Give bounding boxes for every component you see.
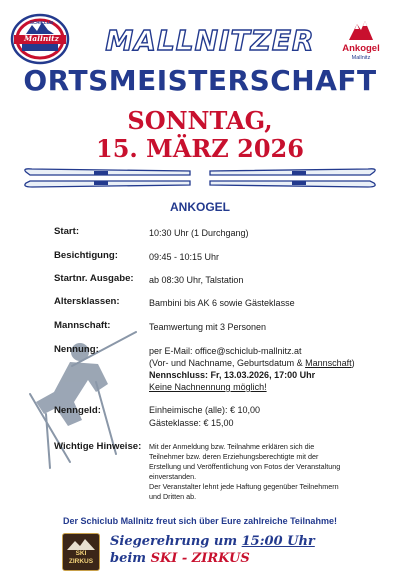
nenngeld-label: Nenngeld: xyxy=(54,405,101,416)
ankogel-brand: Ankogel xyxy=(342,43,380,54)
hinweise-label: Wichtige Hinweise: xyxy=(54,441,142,452)
altersklassen-label: Altersklassen: xyxy=(54,296,120,307)
startnr-value: ab 08:30 Uhr, Talstation xyxy=(149,275,244,285)
start-label: Start: xyxy=(54,226,80,237)
nennung-details xyxy=(149,358,355,370)
nennschluss: Nennschluss: Fr, 13.03.2026, 17:00 Uhr xyxy=(149,370,316,380)
besichtigung-label: Besichtigung: xyxy=(54,250,118,261)
ankogel-logo xyxy=(336,18,386,64)
nenngeld-gaeste: Gästeklasse: € 15,00 xyxy=(149,418,234,428)
title-line-2: ORTSMEISTERSCHAFT xyxy=(23,64,377,97)
club-logo-sub: Mallnitz xyxy=(24,34,59,43)
nenngeld-einheimische: Einheimische (alle): € 10,00 xyxy=(149,405,261,415)
hinweise-line: einverstanden. xyxy=(149,472,197,481)
nennung-label: Nennung: xyxy=(54,344,99,355)
hinweise-line: Erstellung und Veröffentlichung von Fotos der Veranstaltung xyxy=(149,462,341,471)
nennung-details-post: ) xyxy=(351,358,355,368)
keine-nachnennung: Keine Nachnennung möglich! xyxy=(149,382,267,392)
start-value: 10:30 Uhr (1 Durchgang) xyxy=(149,228,249,238)
badge-line-2: ZIRKUS xyxy=(68,558,94,565)
hinweise-line: und Dritten ab. xyxy=(149,492,197,501)
nennung-details-mannschaft: Mannschaft xyxy=(305,358,352,368)
club-logo xyxy=(10,13,70,65)
hinweise-text xyxy=(149,442,389,502)
mannschaft-value: Teamwertung mit 3 Personen xyxy=(149,322,267,332)
title-line-1: MALLNITZER xyxy=(105,24,315,57)
ankogel-place: Mallnitz xyxy=(351,55,371,61)
nennung-details-pre: (Vor- und Nachname, Geburtsdatum & xyxy=(149,358,306,368)
altersklassen-value: Bambini bis AK 6 sowie Gästeklasse xyxy=(149,298,295,308)
venue-line xyxy=(110,551,250,566)
startnr-label: Startnr. Ausgabe: xyxy=(54,273,134,284)
venue-pre: beim xyxy=(110,551,151,566)
hinweise-line: Mit der Anmeldung bzw. Teilnahme erklären sich die xyxy=(149,442,315,451)
thanks-line: Der Schiclub Mallnitz freut sich über Eure zahlreiche Teilnahme! xyxy=(63,516,337,526)
mannschaft-label: Mannschaft: xyxy=(54,320,111,331)
besichtigung-value: 09:45 - 10:15 Uhr xyxy=(149,252,220,262)
club-logo-text: SCHICLUB xyxy=(30,20,54,25)
location-heading: ANKOGEL xyxy=(170,200,230,214)
hinweise-line: Teilnehmer bzw. deren Erziehungsberechtigte mit der xyxy=(149,452,319,461)
ski-zirkus-badge xyxy=(62,533,100,571)
hinweise-line: Der Veranstalter lehnt jede Haftung gegenüber Teilnehmern xyxy=(149,482,339,491)
event-day: SONNTAG, xyxy=(127,106,273,135)
ceremony-time: 15:00 Uhr xyxy=(241,534,315,549)
skis-graphic xyxy=(22,166,378,192)
badge-line-1: SKI xyxy=(75,550,87,557)
event-date: 15. MÄRZ 2026 xyxy=(96,134,304,163)
venue-name: SKI - ZIRKUS xyxy=(150,551,250,566)
ceremony-line xyxy=(110,534,315,549)
ceremony-pre: Siegerehrung um xyxy=(110,534,242,549)
nennung-email: per E-Mail: office@schiclub-mallnitz.at xyxy=(149,346,302,356)
